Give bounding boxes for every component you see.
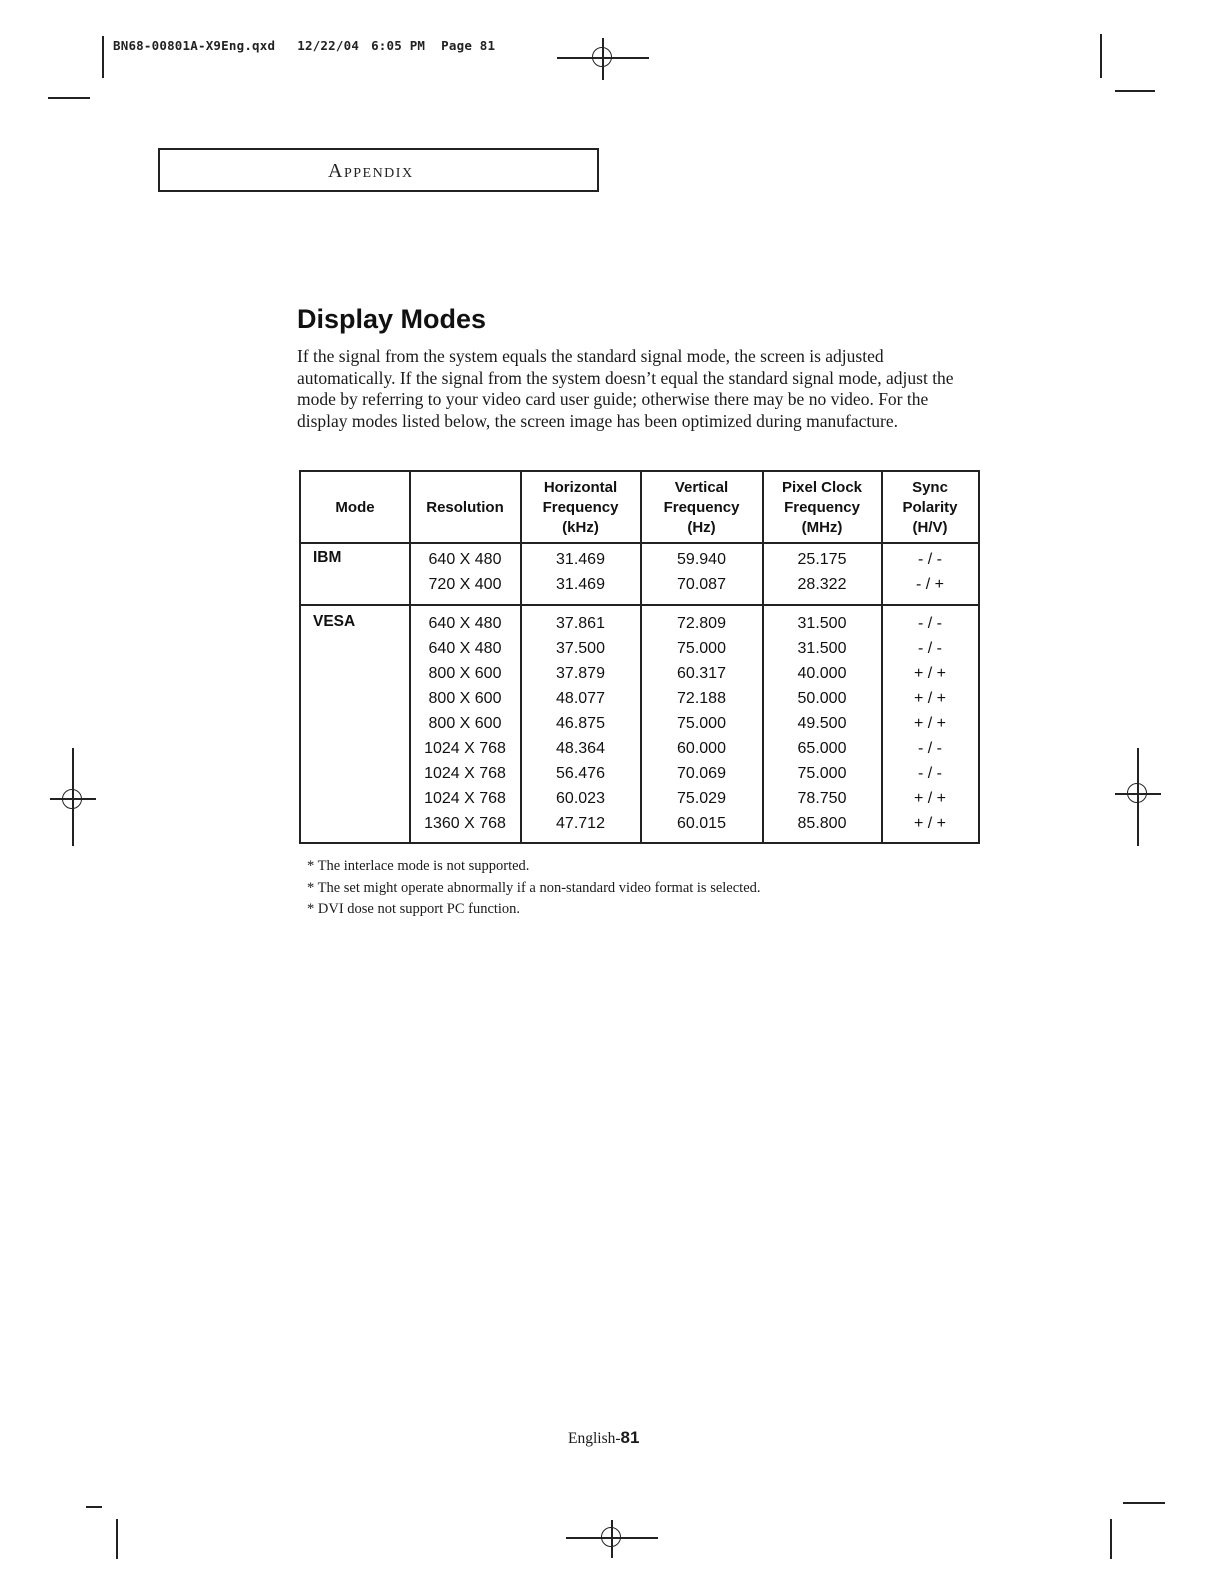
page-footer (568, 1428, 639, 1448)
horizontal-frequency-cell: 37.500 (556, 640, 605, 657)
vertical-frequency-cell: 72.188 (677, 690, 726, 707)
section-header-box (158, 148, 599, 192)
horizontal-frequency-cell: 60.023 (556, 790, 605, 807)
sync-polarity-cell: - / - (918, 615, 942, 632)
resolution-cell: 1360 X 768 (424, 815, 506, 832)
section-header-label: Appendix (328, 160, 414, 182)
slug-time: 6:05 PM (371, 38, 426, 53)
resolution-cell: 1024 X 768 (424, 740, 506, 757)
horizontal-frequency-cell: 48.364 (556, 740, 605, 757)
header-horizontal-frequency: Horizontal Frequency (kHz) (542, 479, 619, 536)
slug-filename: BN68-00801A-X9Eng.qxd (113, 38, 276, 53)
vertical-frequency-cell: 70.069 (677, 765, 726, 782)
footer-label: English- (568, 1430, 621, 1447)
horizontal-frequency-cell: 47.712 (556, 815, 605, 832)
intro-paragraph: If the signal from the system equals the standard signal mode, the screen is adjusted automatically. If the signal from the system doesn’t equal the standard signal mode, adjust the mode by referring to your video card user guide; otherwise there may be no video. For the display modes listed below, the screen image has been optimized during manufacture. (297, 346, 954, 431)
horizontal-frequency-cell: 31.469 (556, 551, 605, 568)
pixel-clock-cell: 25.175 (797, 551, 847, 568)
vertical-frequency-cell: 72.809 (677, 615, 726, 632)
footnotes (307, 856, 761, 921)
header-pixel-clock: Pixel Clock Frequency (MHz) (781, 479, 863, 536)
resolution-cell: 1024 X 768 (424, 765, 506, 782)
vertical-frequency-cell: 60.015 (677, 815, 726, 832)
vertical-frequency-cell: 60.000 (677, 740, 726, 757)
vertical-frequency-cell: 70.087 (677, 576, 726, 593)
header-sync-polarity: Sync Polarity (H/V) (902, 479, 958, 536)
horizontal-frequency-cell: 37.861 (556, 615, 605, 632)
resolution-cell: 800 X 600 (428, 690, 502, 707)
sync-polarity-cell: - / - (918, 640, 942, 657)
header-mode: Mode (335, 499, 375, 516)
pixel-clock-cell: 31.500 (797, 615, 847, 632)
sync-polarity-cell: + / + (913, 690, 947, 707)
pixel-clock-cell: 65.000 (797, 740, 847, 757)
pixel-clock-cell: 50.000 (797, 690, 847, 707)
pixel-clock-cell: 28.322 (797, 576, 847, 593)
page-title: Display Modes (297, 304, 487, 334)
resolution-cell: 800 X 600 (428, 665, 502, 682)
header-vertical-frequency: Vertical Frequency (Hz) (663, 479, 740, 536)
vertical-frequency-cell: 75.000 (677, 715, 726, 732)
vertical-frequency-cell: 59.940 (677, 551, 726, 568)
footnote: * The interlace mode is not supported. (307, 858, 530, 874)
vertical-frequency-cell: 75.000 (677, 640, 726, 657)
mode-group-label: IBM (313, 549, 342, 566)
resolution-cell: 640 X 480 (428, 615, 502, 632)
sync-polarity-cell: + / + (913, 790, 947, 807)
sync-polarity-cell: - / - (918, 765, 942, 782)
horizontal-frequency-cell: 48.077 (556, 690, 605, 707)
resolution-cell: 1024 X 768 (424, 790, 506, 807)
footnote: * The set might operate abnormally if a non-standard video format is selected. (307, 879, 761, 896)
vertical-frequency-cell: 60.317 (677, 665, 726, 682)
sync-polarity-cell: - / + (915, 576, 944, 593)
resolution-cell: 720 X 400 (428, 576, 502, 593)
pixel-clock-cell: 40.000 (797, 665, 847, 682)
sync-polarity-cell: + / + (913, 815, 947, 832)
display-modes-table (299, 470, 980, 844)
horizontal-frequency-cell: 46.875 (556, 715, 605, 732)
mode-group-label: VESA (313, 613, 356, 630)
vertical-frequency-cell: 75.029 (677, 790, 726, 807)
sync-polarity-cell: + / + (913, 715, 947, 732)
resolution-cell: 640 X 480 (428, 551, 502, 568)
pixel-clock-cell: 31.500 (797, 640, 847, 657)
sync-polarity-cell: + / + (913, 665, 947, 682)
header-resolution: Resolution (426, 499, 504, 516)
horizontal-frequency-cell: 31.469 (556, 576, 605, 593)
pixel-clock-cell: 78.750 (797, 790, 847, 807)
slug-page: Page 81 (441, 38, 496, 53)
resolution-cell: 800 X 600 (428, 715, 502, 732)
slug-date: 12/22/04 (297, 38, 360, 53)
horizontal-frequency-cell: 37.879 (556, 665, 605, 682)
sync-polarity-cell: - / - (918, 740, 942, 757)
footer-page-number: 81 (620, 1428, 640, 1447)
pixel-clock-cell: 85.800 (797, 815, 847, 832)
print-slug (113, 38, 495, 53)
footnote: * DVI dose not support PC function. (307, 901, 521, 917)
horizontal-frequency-cell: 56.476 (556, 765, 605, 782)
sync-polarity-cell: - / - (918, 551, 942, 568)
pixel-clock-cell: 49.500 (797, 715, 847, 732)
pixel-clock-cell: 75.000 (797, 765, 847, 782)
resolution-cell: 640 X 480 (428, 640, 502, 657)
